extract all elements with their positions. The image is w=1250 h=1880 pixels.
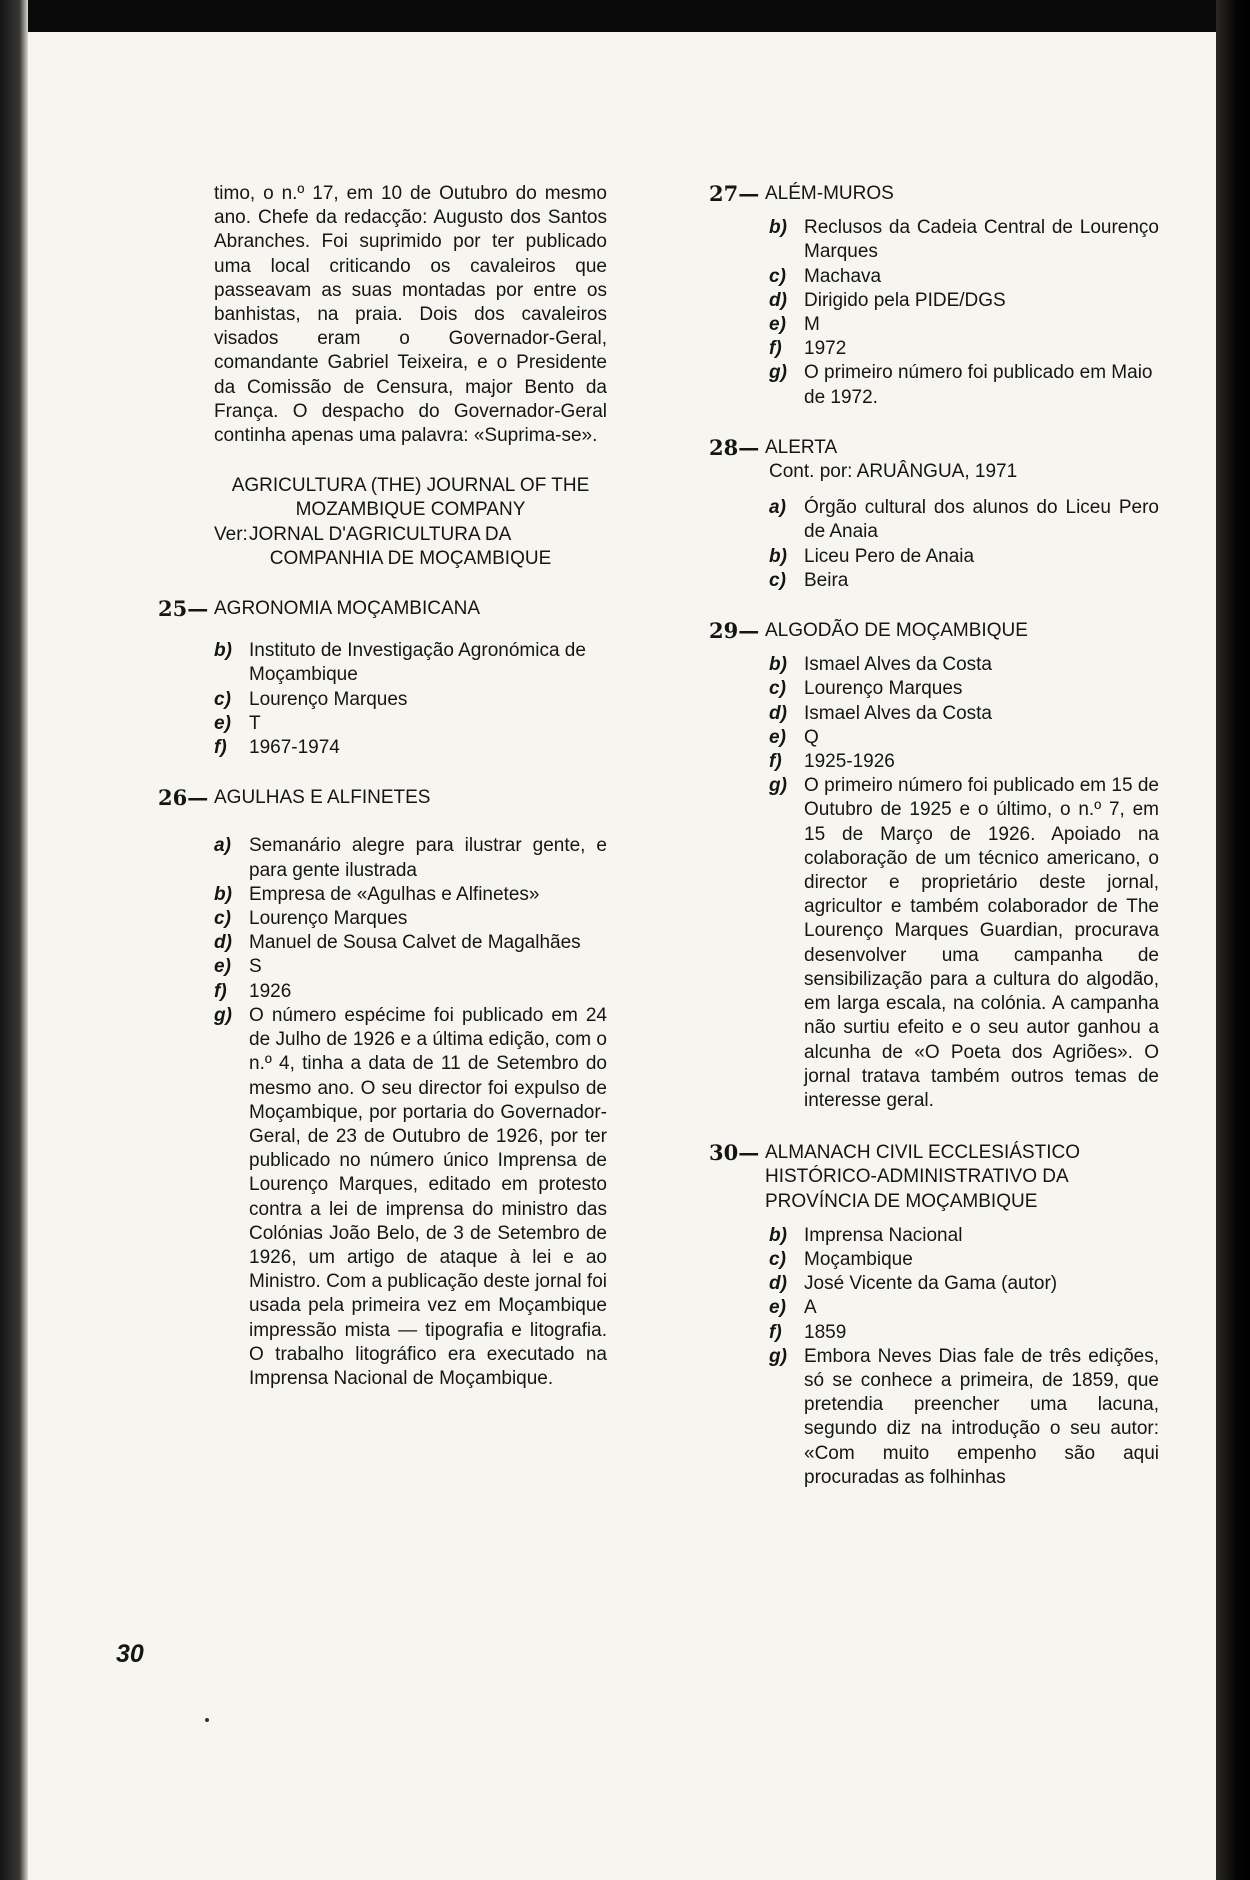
crossref-see	[214, 523, 607, 547]
entry-title: ALERTA	[765, 436, 838, 458]
crossref-line-2: MOZAMBIQUE COMPANY	[295, 499, 526, 521]
entry-fields	[214, 639, 607, 760]
entry-26	[158, 785, 608, 1391]
entry-number: 26—	[158, 785, 209, 811]
field-f: f) 1967-1974	[214, 737, 340, 759]
field-d: d) José Vicente da Gama (autor)	[769, 1273, 1058, 1295]
entry-number: 27—	[709, 181, 760, 206]
field-g: g) O primeiro número foi publicado em 15 de Outubro de 1925 e o último, o n.º 7, em 15 de Março de 1926. Apoiado na colaboração de um técnico americano, o director e proprietário deste jornal, agricultor e também colaborador de The Lourenço Marques Guardian, procurava desenvolver uma campanha de sensibilização para a cultura do algodão, em larga escala, na colónia. A campanha não surtiu efeito e o seu autor ganhou a alcunha de «O Poeta dos Agriões». O jornal tratava também outros temas de interesse geral.	[769, 775, 1159, 1111]
entry-title: ALGODÃO DE MOÇAMBIQUE	[765, 620, 1028, 642]
field-d: d) Manuel de Sousa Calvet de Magalhães	[214, 932, 581, 954]
entry-29	[709, 619, 1159, 1113]
field-e: e) S	[214, 956, 262, 978]
crossref-line-4: COMPANHIA DE MOÇAMBIQUE	[269, 547, 552, 569]
scan-border-right	[1216, 0, 1250, 1880]
scan-border-left	[0, 0, 28, 1880]
entry-title: ALÉM-MUROS	[765, 183, 894, 204]
entry-fields	[214, 834, 607, 1391]
field-d: d) Dirigido pela PIDE/DGS	[769, 289, 1006, 311]
page-number: 30	[116, 1640, 144, 1668]
entry-number: 29—	[709, 618, 760, 644]
field-b: b) Reclusos da Cadeia Central de Lourenço Marques	[769, 217, 1159, 263]
field-b: b) Liceu Pero de Anaia	[769, 545, 975, 567]
entry-fields	[769, 1224, 1159, 1490]
field-d: d) Ismael Alves da Costa	[769, 702, 992, 724]
left-column	[158, 182, 608, 1391]
field-b: b) Ismael Alves da Costa	[769, 654, 992, 676]
scan-speck	[205, 1718, 209, 1722]
crossref-see-label: Ver:	[214, 523, 248, 545]
scan-border-top	[0, 0, 1216, 32]
field-b: b) Imprensa Nacional	[769, 1224, 963, 1246]
field-c: c) Lourenço Marques	[214, 908, 408, 930]
entry-25	[158, 596, 607, 760]
entry-fields	[769, 653, 1159, 1113]
field-c: c) Machava	[769, 265, 882, 287]
entry-fields	[769, 496, 1159, 593]
field-c: c) Lourenço Marques	[214, 688, 408, 710]
entry-heading	[709, 436, 1159, 460]
entry-heading	[158, 597, 607, 621]
entry-28	[709, 436, 1159, 593]
entry-number: 30—	[709, 1140, 760, 1166]
field-g: g) O número espécime foi publicado em 24 de Julho de 1926 e a última edição, com o n.º 4, tinha a data de 11 de Setembro do mesmo ano. O seu director foi expulso de Moçambique, por portaria do Governador-Geral, de 23 de Outubro de 1926, por ter publicado no número único Imprensa de Lourenço Marques, editado em protesto contra a lei de imprensa do ministro das Colónias João Belo, de 3 de Setembro de 1926, um artigo de ataque à lei e ao Ministro. Com a publicação deste jornal foi usada pela primeira vez em Moçambique impressão mista — tipografia e litografia. O trabalho litográfico era executado na Imprensa Nacional de Moçambique.	[214, 1004, 608, 1389]
entry-heading	[709, 1141, 1159, 1214]
entry-number: 25—	[158, 596, 209, 622]
entry-number: 28—	[709, 434, 760, 460]
field-e: e) A	[769, 1297, 817, 1319]
field-a: a) Semanário alegre para ilustrar gente, e para gente ilustrada	[214, 835, 607, 881]
right-column	[709, 182, 1159, 1490]
entry-30	[709, 1141, 1159, 1490]
entry-title: ALMANACH CIVIL ECCLESIÁSTICO HISTÓRICO-ADMINISTRATIVO DA PROVÍNCIA DE MOÇAMBIQUE	[765, 1142, 1080, 1212]
entry-heading	[709, 619, 1159, 643]
entry-fields	[769, 216, 1159, 410]
entry-heading	[709, 182, 1159, 206]
field-e: e) T	[214, 712, 261, 734]
field-b: b) Instituto de Investigação Agronómica de Moçambique	[214, 640, 586, 686]
field-g: g) O primeiro número foi publicado em Maio de 1972.	[769, 362, 1153, 408]
field-b: b) Empresa de «Agulhas e Alfinetes»	[214, 883, 540, 905]
field-f: f) 1926	[214, 980, 292, 1002]
field-f: f) 1925-1926	[769, 751, 895, 773]
entry-title: AGULHAS E ALFINETES	[214, 787, 431, 809]
crossref-line-1: AGRICULTURA (THE) JOURNAL OF THE	[231, 475, 590, 497]
field-a: a) Órgão cultural dos alunos do Liceu Pero de Anaia	[769, 497, 1159, 543]
field-c: c) Moçambique	[769, 1248, 913, 1270]
field-c: c) Lourenço Marques	[769, 678, 963, 700]
crossref-see-target: JORNAL D'AGRICULTURA DA	[249, 523, 512, 545]
field-e: e) M	[769, 314, 820, 336]
entry-subtitle: Cont. por: ARUÂNGUA, 1971	[769, 461, 1018, 483]
entry-27	[709, 182, 1159, 410]
field-g: g) Embora Neves Dias fale de três edições, só se conhece a primeira, de 1859, que pretendia preencher uma lacuna, segundo diz na introdução o seu autor: «Com muito empenho são aqui procuradas as folhinhas	[769, 1345, 1159, 1488]
crossref-agriculture	[214, 474, 607, 571]
entry-title: AGRONOMIA MOÇAMBICANA	[214, 598, 481, 620]
field-e: e) Q	[769, 726, 819, 748]
entry-heading	[158, 786, 607, 810]
field-f: f) 1859	[769, 1321, 847, 1343]
field-c: c) Beira	[769, 569, 849, 591]
continuation-paragraph: timo, o n.º 17, em 10 de Outubro do mesmo ano. Chefe da redacção: Augusto dos Santos Abranches. Foi suprimido por ter publicado uma local criticando os cavaleiros que passeavam as suas montadas por entre os banhistas, na praia. Dois dos cavaleiros visados eram o Governador-Geral, comandante Gabriel Teixeira, e o Presidente da Comissão de Censura, major Bento da França. O despacho do Governador-Geral continha apenas uma palavra: «Suprima-se».	[214, 183, 607, 447]
field-f: f) 1972	[769, 338, 847, 360]
